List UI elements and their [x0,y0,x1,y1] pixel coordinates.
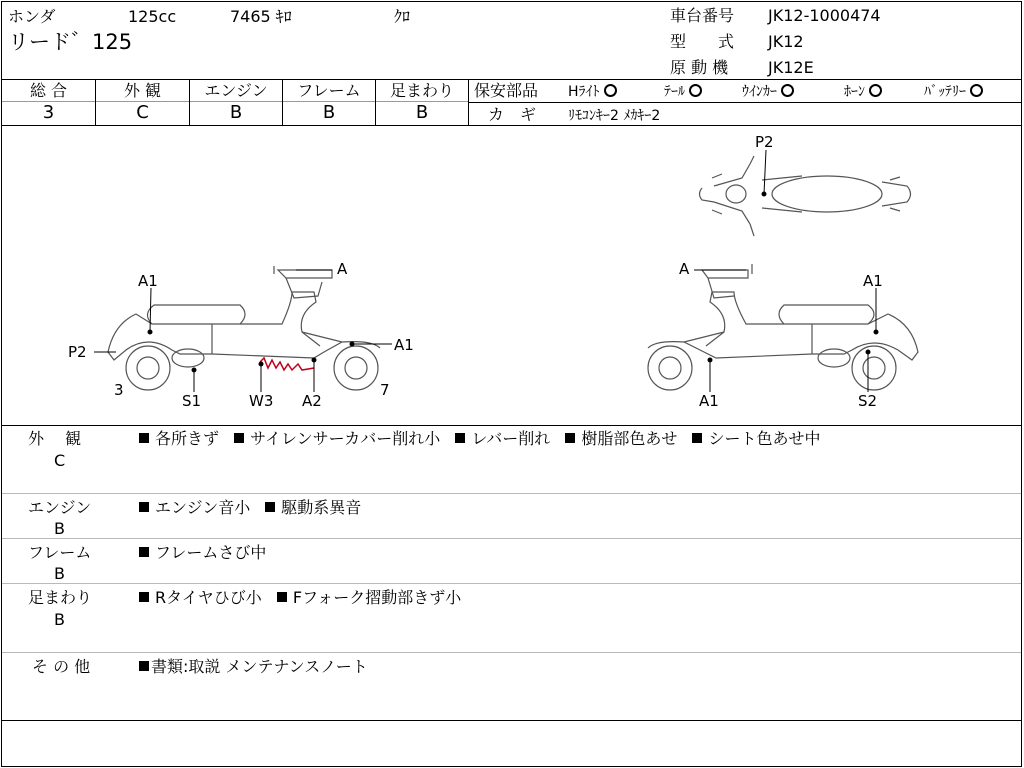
remark-items [139,589,471,607]
remark-label: エンジン [28,498,92,517]
ok-circle-icon [869,84,882,97]
ok-circle-icon [689,84,702,97]
grade-header-total: 総 合 [29,81,68,100]
grade-exterior: C [136,102,149,123]
bullet-square-icon [265,502,275,512]
marker-label: P2 [68,343,87,361]
marker-label: S1 [182,392,202,410]
remark-items [139,658,378,676]
marker-label: A1 [138,272,158,290]
remark-item: 駆動系異音 [265,498,361,517]
type-value: JK12 [768,32,804,51]
engine-value: JK12E [768,58,814,77]
remark-grade: B [54,519,65,538]
grade-header-exterior: 外 観 [123,81,162,100]
inspection-sheet [1,1,1022,767]
remark-label: そ の 他 [32,657,91,676]
marker-label: A1 [394,336,414,354]
divider [2,493,1021,494]
displacement: 125cc [128,7,177,26]
divider [468,102,1021,103]
marker-label: A [679,260,690,278]
bullet-square-icon [565,433,575,443]
bullet-square-icon [234,433,244,443]
scooter-top-view [700,156,911,236]
remark-label: フレーム [28,543,92,562]
grade-suspension: B [415,102,429,123]
mileage: 7465 ｷﾛ [230,7,292,26]
marker-label: A1 [863,272,883,290]
divider [2,538,1021,539]
bullet-square-icon [139,502,149,512]
remark-item: Fフォーク摺動部きず小 [277,588,461,607]
remark-item: シート色あせ中 [692,429,820,448]
safety-item-horn: ﾎｰﾝ [844,83,882,101]
remark-item: レバー削れ [455,429,550,448]
grade-header-suspension: 足まわり [389,81,454,100]
marker-label: S2 [858,392,878,410]
safety-label: 保安部品 [474,81,539,100]
remark-item: 樹脂部色あせ [565,429,677,448]
remark-item: フレームさび中 [139,543,266,562]
bullet-square-icon [139,592,149,602]
safety-item-battery: ﾊﾞｯﾃﾘｰ [924,83,983,101]
remark-items [139,499,371,517]
divider [2,125,1021,126]
divider [2,425,1021,426]
remark-grade: B [54,610,65,629]
marker-label: W3 [249,392,274,410]
grade-total: 3 [42,102,55,123]
key-label: カ ギ [488,105,537,124]
engine-label: 原 動 機 [670,58,729,77]
grade-header-frame: フレーム [297,81,361,100]
ok-circle-icon [970,84,983,97]
remark-label: 外 観 [28,429,82,448]
remark-grade: C [54,451,66,470]
bullet-square-icon [455,433,465,443]
divider [2,79,1021,80]
remark-items [139,544,276,562]
bullet-square-icon [277,592,287,602]
maker: ホンダ [8,7,56,26]
damage-scribble [260,358,314,370]
divider [468,79,469,125]
frame-number: JK12-1000474 [768,6,881,25]
bullet-square-icon [139,433,149,443]
grade-header-engine: エンジン [204,81,268,100]
marker-label: A2 [302,392,322,410]
bullet-square-icon [139,547,149,557]
color: ｸﾛ [394,7,411,26]
safety-item-headlight: Hﾗｲﾄ [568,83,617,101]
grade-engine: B [229,102,243,123]
marker-label: A [337,260,348,278]
remark-label: 足まわり [28,588,93,607]
grade-frame: B [322,102,336,123]
safety-item-tail: ﾃｰﾙ [664,83,702,101]
divider [2,583,1021,584]
remark-item: 各所きず [139,429,219,448]
remark-item: Rタイヤひび小 [139,588,262,607]
model-name: リード゛125 [8,30,133,54]
marker-label: A1 [699,392,719,410]
remark-item: エンジン音小 [139,498,250,517]
marker-label: 7 [380,381,390,399]
marker-label: 3 [114,381,124,399]
ok-circle-icon [781,84,794,97]
bullet-square-icon [139,661,149,671]
type-label: 型 式 [670,32,735,51]
remark-items [139,430,830,448]
ok-circle-icon [604,84,617,97]
marker-label: P2 [755,133,774,151]
frame-number-label: 車台番号 [670,6,735,25]
divider [2,720,1021,721]
bullet-square-icon [692,433,702,443]
remark-item: 書類:取説 メンテナンスノート [139,657,368,676]
remark-item: サイレンサーカバー削れ小 [234,429,440,448]
divider [2,652,1021,653]
safety-item-winker: ｳｲﾝｶｰ [742,83,794,101]
key-value: ﾘﾓｺﾝｷｰ2 ﾒｶｷｰ2 [568,108,661,124]
remark-grade: B [54,564,65,583]
